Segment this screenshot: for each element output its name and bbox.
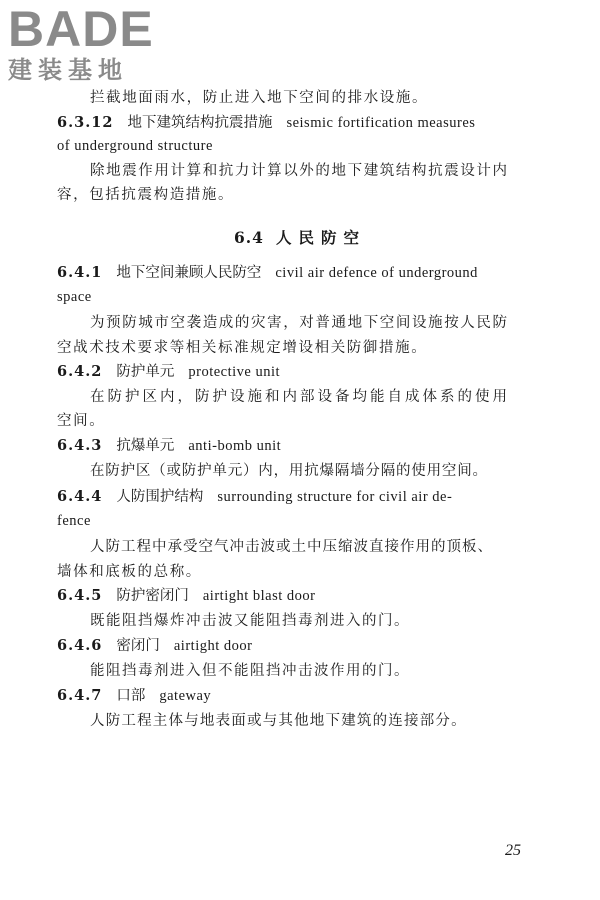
term-en-continuation: space <box>57 289 92 305</box>
term-number: 6.4.3 <box>57 437 103 454</box>
term-entry-6-4-5 <box>57 586 315 606</box>
term-description: 在防护区（或防护单元）内，用抗爆隔墙分隔的使用空间。 <box>90 463 488 479</box>
section-number: 6.4 <box>234 228 264 247</box>
term-en: anti-bomb unit <box>188 438 282 454</box>
term-en: surrounding structure for civil air de- <box>217 489 453 505</box>
logo-subtitle: 建装基地 <box>8 56 128 84</box>
paragraph-continuation: 拦截地面雨水，防止进入地下空间的排水设施。 <box>90 90 429 106</box>
term-description: 既能阻挡爆炸冲击波又能阻挡毒剂进入的门。 <box>90 613 410 629</box>
term-zh: 密闭门 <box>116 638 160 654</box>
section-heading <box>0 226 600 248</box>
page-number: 25 <box>505 842 521 859</box>
term-number: 6.4.5 <box>57 587 103 604</box>
term-description: 空战术技术要求等相关标准规定增设相关防御措施。 <box>57 340 428 356</box>
term-description: 容，包括抗震构造措施。 <box>57 187 235 203</box>
term-zh: 地下建筑结构抗震措施 <box>127 115 273 131</box>
term-description: 在防护区内，防护设施和内部设备均能自成体系的使用 <box>90 389 510 405</box>
term-entry-6-4-1 <box>57 263 478 283</box>
term-description: 人防工程主体与地表面或与其他地下建筑的连接部分。 <box>90 713 467 729</box>
term-description: 空间。 <box>57 413 106 429</box>
term-description: 除地震作用计算和抗力计算以外的地下建筑结构抗震设计内 <box>90 163 509 179</box>
term-description: 为预防城市空袭造成的灾害，对普通地下空间设施按人民防 <box>90 315 509 331</box>
term-zh: 口部 <box>116 688 146 704</box>
term-number: 6.4.1 <box>57 264 103 281</box>
term-description: 人防工程中承受空气冲击波或土中压缩波直接作用的顶板、 <box>90 539 493 555</box>
term-zh: 抗爆单元 <box>116 438 175 454</box>
term-zh: 人防围护结构 <box>116 489 204 505</box>
term-number: 6.4.6 <box>57 637 103 654</box>
term-zh: 防护密闭门 <box>116 588 189 604</box>
term-en: airtight door <box>173 638 253 654</box>
term-en: gateway <box>159 688 212 704</box>
term-entry-6-4-7 <box>57 686 211 706</box>
term-entry-6-4-6 <box>57 636 252 656</box>
logo-brand-text: BADE <box>8 1 154 57</box>
term-number: 6.3.12 <box>57 114 114 131</box>
term-description: 能阻挡毒剂进入但不能阻挡冲击波作用的门。 <box>90 663 410 679</box>
term-zh: 防护单元 <box>116 364 175 380</box>
term-number: 6.4.4 <box>57 488 103 505</box>
term-en-continuation: fence <box>57 513 91 529</box>
term-en: civil air defence of underground <box>275 265 478 281</box>
term-en-continuation: of underground structure <box>57 138 213 154</box>
term-entry-6-4-2 <box>57 362 280 382</box>
section-title: 人民防空 <box>275 228 366 247</box>
term-description: 墙体和底板的总称。 <box>57 564 202 580</box>
term-number: 6.4.7 <box>57 687 103 704</box>
term-en: seismic fortification measures <box>286 115 476 131</box>
term-en: airtight blast door <box>202 588 316 604</box>
term-number: 6.4.2 <box>57 363 103 380</box>
term-entry-6-4-3 <box>57 436 281 456</box>
term-entry-6-3-12 <box>57 113 475 133</box>
term-en: protective unit <box>188 364 281 380</box>
brand-logo <box>8 1 183 84</box>
term-entry-6-4-4 <box>57 487 452 507</box>
term-zh: 地下空间兼顾人民防空 <box>116 265 262 281</box>
